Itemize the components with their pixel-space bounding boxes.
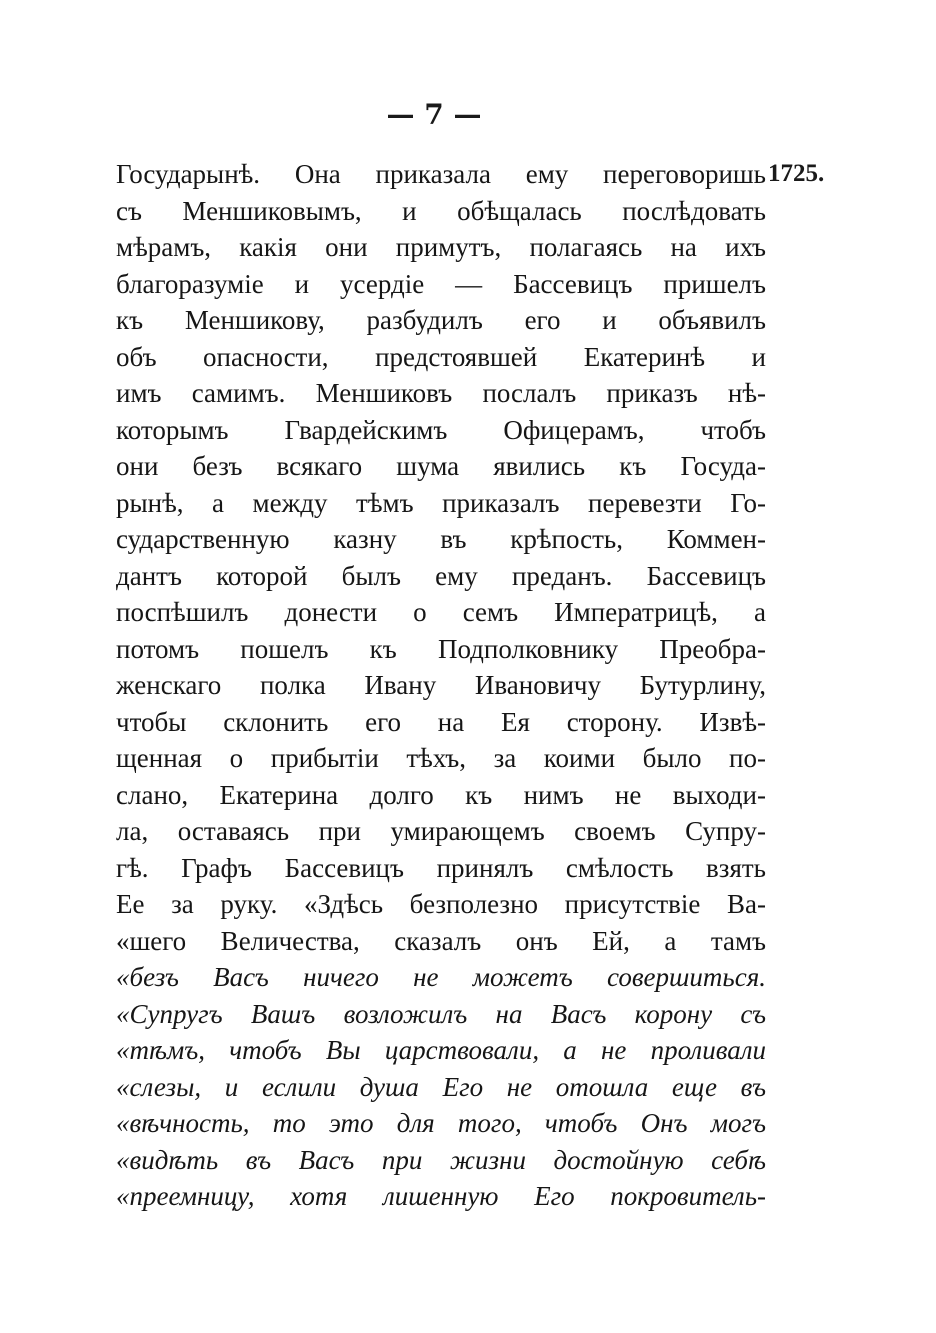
- text-line: чтобы склонить его на Ея сторону. Извѣ-: [116, 706, 766, 737]
- text-line: съ Меншиковымъ, и обѣщалась послѣдовать: [116, 195, 766, 226]
- margin-year-note: 1725.: [768, 160, 825, 187]
- text-line: «преемницу, хотя лишенную Его покровитель-: [116, 1181, 766, 1211]
- text-line: рынѣ, а между тѣмъ приказалъ перевезти Го-: [116, 487, 766, 518]
- text-line: объ опасности, предстоявшей Екатеринѣ и: [116, 341, 766, 372]
- text-line: гѣ. Графъ Бассевицъ принялъ смѣлость взять: [116, 852, 766, 883]
- text-line: «видѣть въ Васъ при жизни достойную себѣ: [116, 1144, 766, 1175]
- text-line: «вѣчность, то это для того, чтобъ Онъ могъ: [116, 1108, 766, 1138]
- body-text: [116, 156, 766, 1215]
- text-line: «шего Величества, сказалъ онъ Ей, а тамъ: [116, 925, 766, 956]
- text-line: «Супругъ Вашъ возложилъ на Васъ корону съ: [116, 998, 766, 1029]
- text-line: женскаго полка Ивану Ивановичу Бутурлину,: [116, 670, 766, 700]
- text-line: имъ самимъ. Меншиковъ послалъ приказъ нѣ-: [116, 378, 766, 408]
- text-line: «безъ Васъ ничего не можетъ совершиться.: [116, 962, 766, 992]
- text-line: слано, Екатерина долго къ нимъ не выходи-: [116, 779, 766, 810]
- text-line: поспѣшилъ донести о семъ Императрицѣ, а: [116, 597, 766, 627]
- text-line: дантъ которой былъ ему преданъ. Бассевицъ: [116, 560, 766, 591]
- text-line: сударственную казну въ крѣпость, Коммен-: [116, 524, 766, 554]
- text-line: потомъ пошелъ къ Подполковнику Преобра-: [116, 633, 766, 664]
- text-line: которымъ Гвардейскимъ Офицерамъ, чтобъ: [116, 414, 766, 445]
- text-line: щенная о прибытіи тѣхъ, за коими было по-: [116, 743, 766, 773]
- text-line: ла, оставаясь при умирающемъ своемъ Супру-: [116, 816, 766, 846]
- text-line: «тѣмъ, чтобъ Вы царствовали, а не проливали: [116, 1035, 766, 1065]
- page-number-header: — 7 —: [386, 98, 482, 131]
- text-line: Государынѣ. Она приказала ему переговоришь: [116, 159, 766, 189]
- text-line: они безъ всякаго шума явились къ Госуда-: [116, 451, 766, 481]
- text-line: мѣрамъ, какія они примутъ, полагаясь на ихъ: [116, 232, 766, 262]
- text-line: къ Меншикову, разбудилъ его и объявилъ: [116, 305, 766, 335]
- text-line: благоразуміе и усердіе — Бассевицъ пришелъ: [116, 268, 766, 299]
- text-line: «слезы, и еслили душа Его не отошла еще въ: [116, 1071, 766, 1102]
- text-line: Ее за руку. «Здѣсь безполезно присутствіе Ва-: [116, 889, 766, 919]
